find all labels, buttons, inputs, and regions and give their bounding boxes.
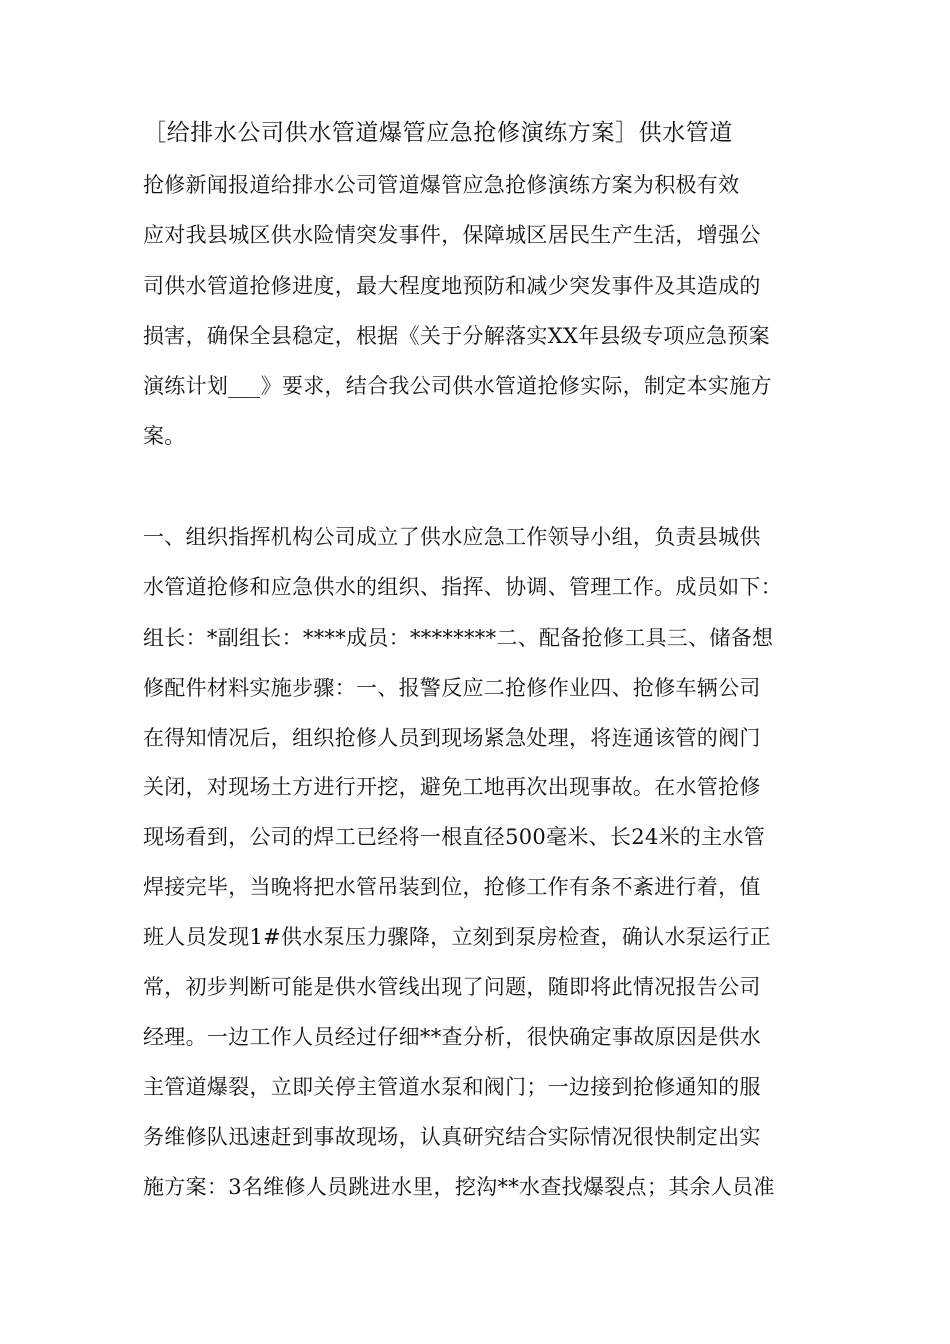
paragraph-2-line-2: 水管道抢修和应急供水的组织、指挥、协调、管理工作。成员如下： [143, 575, 782, 599]
paragraph-2-line-12: 主管道爆裂，立即关停主管道水泵和阀门；一边接到抢修通知的服 [143, 1075, 761, 1099]
paragraph-2-line-9: 班人员发现1#供水泵压力骤降，立刻到泵房检查，确认水泵运行正 [143, 925, 771, 949]
paragraph-1-line-2: 抢修新闻报道给排水公司管道爆管应急抢修演练方案为积极有效 [143, 173, 740, 197]
paragraph-2-line-3: 组长：*副组长：****成员：********二、配备抢修工具三、储备想 [143, 626, 774, 650]
paragraph-2-line-5: 在得知情况后，组织抢修人员到现场紧急处理，将连通该管的阀门 [143, 726, 761, 750]
paragraph-2-line-14: 施方案：3名维修人员跳进水里，挖沟**水查找爆裂点；其余人员准 [143, 1175, 775, 1199]
paragraph-1-line-3: 应对我县城区供水险情突发事件，保障城区居民生产生活，增强公 [143, 223, 761, 247]
paragraph-1-line-6: 演练计划___》要求，结合我公司供水管道抢修实际，制定本实施方 [143, 374, 772, 398]
paragraph-1-line-4: 司供水管道抢修进度，最大程度地预防和减少突发事件及其造成的 [143, 274, 761, 298]
paragraph-2-line-10: 常，初步判断可能是供水管线出现了问题，随即将此情况报告公司 [143, 975, 761, 999]
paragraph-2-line-1: 一、组织指挥机构公司成立了供水应急工作领导小组，负责县城供 [143, 525, 761, 549]
paragraph-2-line-8: 焊接完毕，当晚将把水管吊装到位，抢修工作有条不紊进行着，值 [143, 875, 761, 899]
paragraph-1-line-7: 案。 [143, 424, 186, 448]
paragraph-2-line-4: 修配件材料实施步骤：一、报警反应二抢修作业四、抢修车辆公司 [143, 676, 761, 700]
paragraph-2-line-6: 关闭，对现场土方进行开挖，避免工地再次出现事故。在水管抢修 [143, 775, 761, 799]
paragraph-1-line-5: 损害，确保全县稳定，根据《关于分解落实XX年县级专项应急预案 [143, 324, 770, 348]
paragraph-1-line-1: ［给排水公司供水管道爆管应急抢修演练方案］供水管道 [143, 120, 733, 146]
paragraph-2-line-13: 务维修队迅速赶到事故现场，认真研究结合实际情况很快制定出实 [143, 1125, 761, 1149]
paragraph-2-line-11: 经理。一边工作人员经过仔细**查分析，很快确定事故原因是供水 [143, 1025, 761, 1049]
paragraph-2-line-7: 现场看到，公司的焊工已经将一根直径500毫米、长24米的主水管 [143, 825, 766, 849]
